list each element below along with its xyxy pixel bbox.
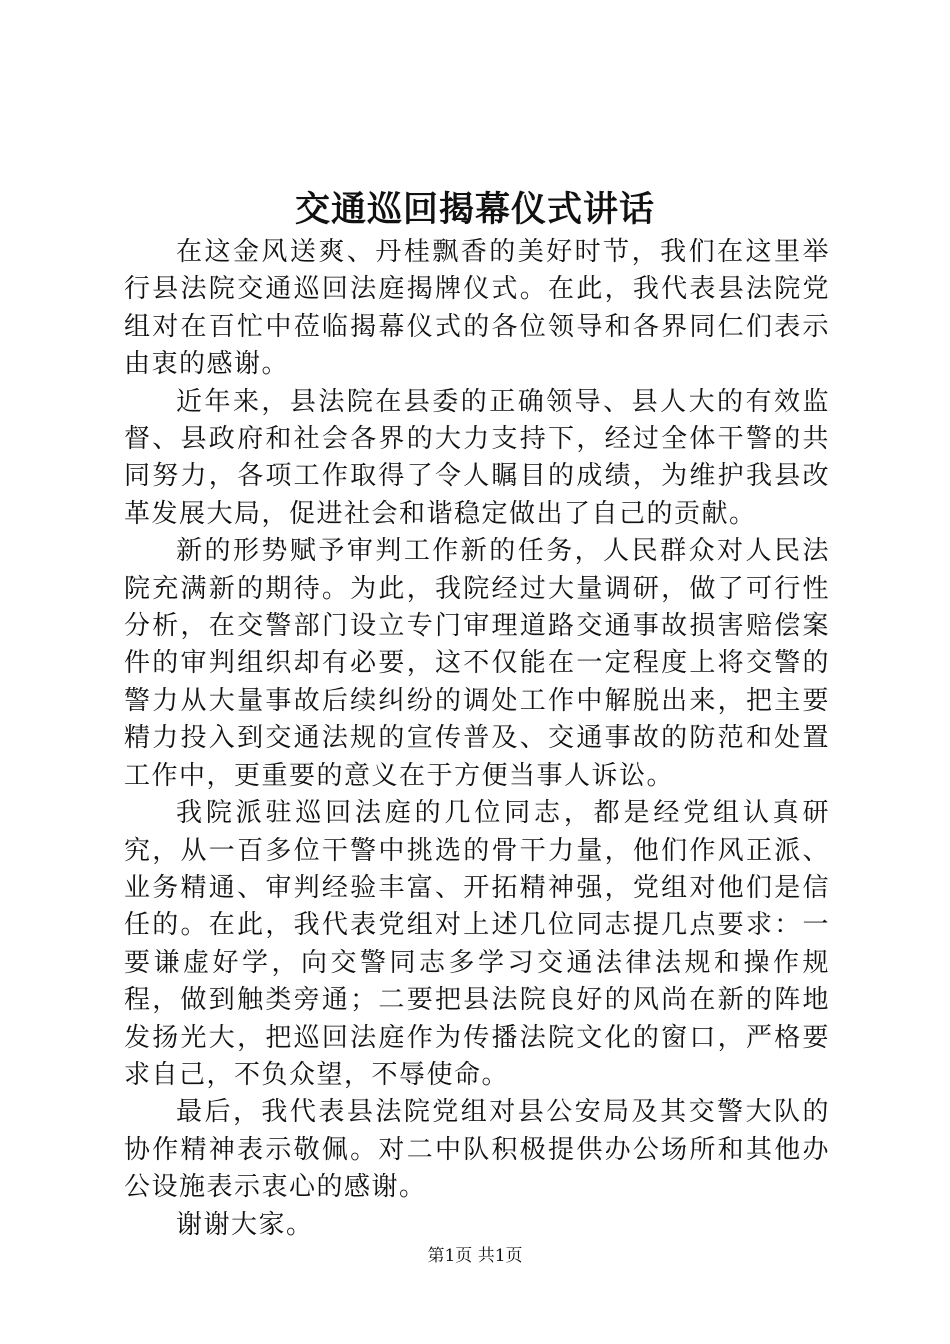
document-title: 交通巡回揭幕仪式讲话: [294, 189, 655, 230]
paragraph-achievements: 近年来，县法院在县委的正确领导、县人大的有效监督、县政府和社会各界的大力支持下，经过全体干警的共同努力，各项工作取得了令人瞩目的成绩，为维护我县改革发展大局，促进社会和谐稳定做出了自己的贡献。: [124, 386, 830, 529]
document-body: [124, 234, 830, 1244]
paragraph-closing: 谢谢大家。: [176, 1209, 314, 1240]
paragraph-requirements: 我院派驻巡回法庭的几位同志，都是经党组认真研究，从一百多位干警中挑选的骨干力量，他们作风正派、业务精通、审判经验丰富、开拓精神强，党组对他们是信任的。在此，我代表党组对上述几位同志提几点要求：一要谦虚好学，向交警同志多学习交通法律法规和操作规程，做到触类旁通；二要把县法院良好的风尚在新的阵地发扬光大，把巡回法庭作为传播法院文化的窗口，严格要求自己，不负众望，不辱使命。: [124, 798, 830, 1090]
paragraph-new-tasks: 新的形势赋予审判工作新的任务，人民群众对人民法院充满新的期待。为此，我院经过大量调研，做了可行性分析，在交警部门设立专门审理道路交通事故损害赔偿案件的审判组织却有必要，这不仅能在一定程度上将交警的警力从大量事故后续纠纷的调处工作中解脱出来，把主要精力投入到交通法规的宣传普及、交通事故的防范和处置工作中，更重要的意义在于方便当事人诉讼。: [124, 536, 830, 791]
paragraph-opening: 在这金风送爽、丹桂飘香的美好时节，我们在这里举行县法院交通巡回法庭揭牌仪式。在此，我代表县法院党组对在百忙中莅临揭幕仪式的各位领导和各界同仁们表示由衷的感谢。: [124, 237, 830, 380]
paragraph-thanks: 最后，我代表县法院党组对县公安局及其交警大队的协作精神表示敬佩。对二中队积极提供办公场所和其他办公设施表示衷心的感谢。: [124, 1097, 830, 1203]
page-footer: 第1页 共1页: [427, 1246, 523, 1266]
